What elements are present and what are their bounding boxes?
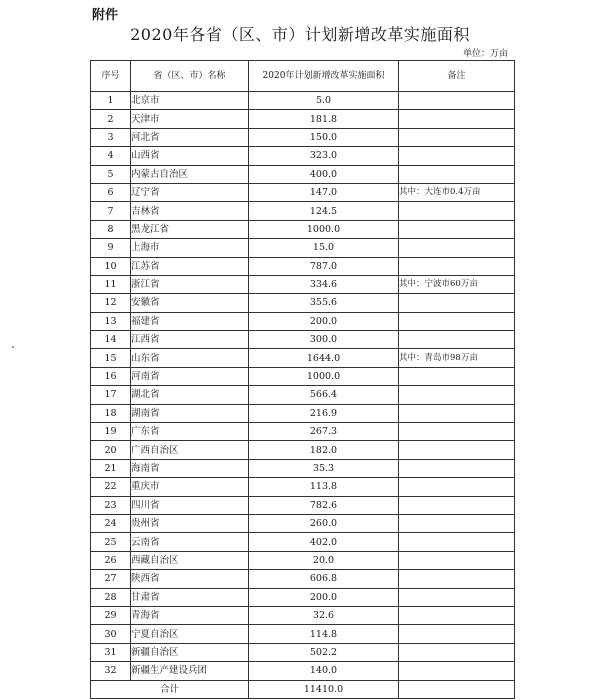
- cell-note: [399, 92, 515, 110]
- table-row: [91, 220, 515, 238]
- table-header-row: [91, 61, 515, 92]
- cell-index: 2: [91, 110, 131, 128]
- area-table: [90, 60, 515, 699]
- cell-note: [399, 257, 515, 275]
- cell-area: 1000.0: [249, 367, 399, 385]
- cell-name: 湖南省: [131, 404, 249, 422]
- cell-note: [399, 533, 515, 551]
- cell-area: 32.6: [249, 606, 399, 624]
- cell-index: 10: [91, 257, 131, 275]
- cell-index: 23: [91, 496, 131, 514]
- cell-name: 山西省: [131, 147, 249, 165]
- cell-note: [399, 147, 515, 165]
- table-row: [91, 643, 515, 661]
- table-row: [91, 514, 515, 532]
- cell-area: 200.0: [249, 588, 399, 606]
- cell-name: 四川省: [131, 496, 249, 514]
- cell-name: 贵州省: [131, 514, 249, 532]
- cell-name: 内蒙古自治区: [131, 165, 249, 183]
- cell-note: [399, 662, 515, 680]
- table-row: [91, 478, 515, 496]
- cell-area: 181.8: [249, 110, 399, 128]
- cell-name: 甘肃省: [131, 588, 249, 606]
- cell-note: [399, 294, 515, 312]
- cell-name: 黑龙江省: [131, 220, 249, 238]
- table-total-row: [91, 680, 515, 698]
- table-row: [91, 239, 515, 257]
- cell-name: 河南省: [131, 367, 249, 385]
- cell-area: 566.4: [249, 386, 399, 404]
- cell-note: [399, 625, 515, 643]
- cell-area: 606.8: [249, 570, 399, 588]
- cell-note: [399, 459, 515, 477]
- cell-index: 16: [91, 367, 131, 385]
- cell-area: 216.9: [249, 404, 399, 422]
- cell-index: 31: [91, 643, 131, 661]
- cell-note: [399, 441, 515, 459]
- table-row: [91, 312, 515, 330]
- cell-area: 20.0: [249, 551, 399, 569]
- cell-note: [399, 478, 515, 496]
- table-row: [91, 423, 515, 441]
- cell-index: 26: [91, 551, 131, 569]
- cell-area: 267.3: [249, 423, 399, 441]
- table-row: [91, 165, 515, 183]
- cell-index: 25: [91, 533, 131, 551]
- cell-area: 15.0: [249, 239, 399, 257]
- cell-name: 北京市: [131, 92, 249, 110]
- cell-index: 14: [91, 331, 131, 349]
- unit-label: 单位：万亩: [462, 49, 508, 59]
- cell-index: 32: [91, 662, 131, 680]
- cell-area: 35.3: [249, 459, 399, 477]
- table-row: [91, 147, 515, 165]
- total-label: 合计: [91, 680, 249, 698]
- cell-note: [399, 220, 515, 238]
- cell-name: 江苏省: [131, 257, 249, 275]
- cell-index: 12: [91, 294, 131, 312]
- cell-note: [399, 367, 515, 385]
- cell-name: 青海省: [131, 606, 249, 624]
- cell-area: 1644.0: [249, 349, 399, 367]
- cell-note: [399, 551, 515, 569]
- header-area: 2020年计划新增改革实施面积: [249, 61, 399, 92]
- cell-index: 4: [91, 147, 131, 165]
- table-row: [91, 551, 515, 569]
- margin-mark: [12, 346, 14, 348]
- cell-name: 广西自治区: [131, 441, 249, 459]
- cell-area: 260.0: [249, 514, 399, 532]
- cell-name: 安徽省: [131, 294, 249, 312]
- cell-index: 9: [91, 239, 131, 257]
- table-row: [91, 533, 515, 551]
- total-area: 11410.0: [249, 680, 399, 698]
- table-row: [91, 570, 515, 588]
- cell-name: 山东省: [131, 349, 249, 367]
- table-row: [91, 588, 515, 606]
- cell-note: 其中：大连市0.4万亩: [399, 183, 515, 201]
- cell-area: 1000.0: [249, 220, 399, 238]
- cell-note: [399, 588, 515, 606]
- cell-name: 浙江省: [131, 275, 249, 293]
- cell-area: 402.0: [249, 533, 399, 551]
- attachment-label: 附件: [92, 8, 119, 23]
- cell-area: 150.0: [249, 128, 399, 146]
- cell-note: [399, 404, 515, 422]
- cell-name: 宁夏自治区: [131, 625, 249, 643]
- cell-note: [399, 386, 515, 404]
- cell-index: 15: [91, 349, 131, 367]
- cell-name: 福建省: [131, 312, 249, 330]
- cell-note: [399, 128, 515, 146]
- cell-area: 5.0: [249, 92, 399, 110]
- cell-index: 21: [91, 459, 131, 477]
- cell-name: 河北省: [131, 128, 249, 146]
- cell-name: 辽宁省: [131, 183, 249, 201]
- cell-note: [399, 110, 515, 128]
- table-row: [91, 294, 515, 312]
- cell-note: [399, 643, 515, 661]
- table-row: [91, 459, 515, 477]
- header-index: 序号: [91, 61, 131, 92]
- document-title: 2020年各省（区、市）计划新增改革实施面积: [130, 25, 470, 44]
- cell-note: [399, 239, 515, 257]
- cell-index: 17: [91, 386, 131, 404]
- table-row: [91, 202, 515, 220]
- cell-name: 上海市: [131, 239, 249, 257]
- cell-area: 400.0: [249, 165, 399, 183]
- cell-area: 323.0: [249, 147, 399, 165]
- table-row: [91, 257, 515, 275]
- table-row: [91, 275, 515, 293]
- cell-area: 782.6: [249, 496, 399, 514]
- cell-name: 江西省: [131, 331, 249, 349]
- table-row: [91, 386, 515, 404]
- cell-index: 6: [91, 183, 131, 201]
- cell-area: 200.0: [249, 312, 399, 330]
- cell-name: 云南省: [131, 533, 249, 551]
- cell-note: [399, 570, 515, 588]
- cell-area: 114.8: [249, 625, 399, 643]
- table-row: [91, 625, 515, 643]
- cell-area: 334.6: [249, 275, 399, 293]
- table-row: [91, 92, 515, 110]
- cell-name: 吉林省: [131, 202, 249, 220]
- total-note: [399, 680, 515, 698]
- cell-index: 11: [91, 275, 131, 293]
- table-row: [91, 331, 515, 349]
- cell-area: 124.5: [249, 202, 399, 220]
- cell-note: 其中：宁波市60万亩: [399, 275, 515, 293]
- cell-note: [399, 514, 515, 532]
- cell-area: 300.0: [249, 331, 399, 349]
- cell-index: 20: [91, 441, 131, 459]
- cell-note: [399, 202, 515, 220]
- cell-name: 新疆生产建设兵团: [131, 662, 249, 680]
- cell-note: [399, 331, 515, 349]
- cell-name: 海南省: [131, 459, 249, 477]
- cell-index: 24: [91, 514, 131, 532]
- cell-index: 7: [91, 202, 131, 220]
- cell-index: 19: [91, 423, 131, 441]
- cell-index: 1: [91, 92, 131, 110]
- cell-index: 8: [91, 220, 131, 238]
- table-row: [91, 110, 515, 128]
- cell-name: 西藏自治区: [131, 551, 249, 569]
- table-row: [91, 441, 515, 459]
- cell-area: 147.0: [249, 183, 399, 201]
- table-row: [91, 128, 515, 146]
- cell-name: 新疆自治区: [131, 643, 249, 661]
- cell-area: 787.0: [249, 257, 399, 275]
- cell-index: 27: [91, 570, 131, 588]
- cell-index: 3: [91, 128, 131, 146]
- cell-index: 22: [91, 478, 131, 496]
- cell-name: 重庆市: [131, 478, 249, 496]
- cell-note: [399, 496, 515, 514]
- cell-index: 5: [91, 165, 131, 183]
- cell-area: 182.0: [249, 441, 399, 459]
- table-row: [91, 367, 515, 385]
- cell-index: 28: [91, 588, 131, 606]
- table-row: [91, 349, 515, 367]
- cell-index: 18: [91, 404, 131, 422]
- table-row: [91, 606, 515, 624]
- cell-index: 29: [91, 606, 131, 624]
- cell-name: 湖北省: [131, 386, 249, 404]
- cell-note: [399, 312, 515, 330]
- cell-index: 30: [91, 625, 131, 643]
- cell-note: 其中：青岛市98万亩: [399, 349, 515, 367]
- table-row: [91, 404, 515, 422]
- header-note: 备注: [399, 61, 515, 92]
- header-name: 省（区、市）名称: [131, 61, 249, 92]
- cell-note: [399, 423, 515, 441]
- cell-name: 陕西省: [131, 570, 249, 588]
- table-row: [91, 496, 515, 514]
- cell-note: [399, 606, 515, 624]
- cell-note: [399, 165, 515, 183]
- cell-area: 355.6: [249, 294, 399, 312]
- cell-area: 140.0: [249, 662, 399, 680]
- table-row: [91, 662, 515, 680]
- cell-name: 天津市: [131, 110, 249, 128]
- cell-area: 502.2: [249, 643, 399, 661]
- cell-area: 113.8: [249, 478, 399, 496]
- table-row: [91, 183, 515, 201]
- cell-name: 广东省: [131, 423, 249, 441]
- cell-index: 13: [91, 312, 131, 330]
